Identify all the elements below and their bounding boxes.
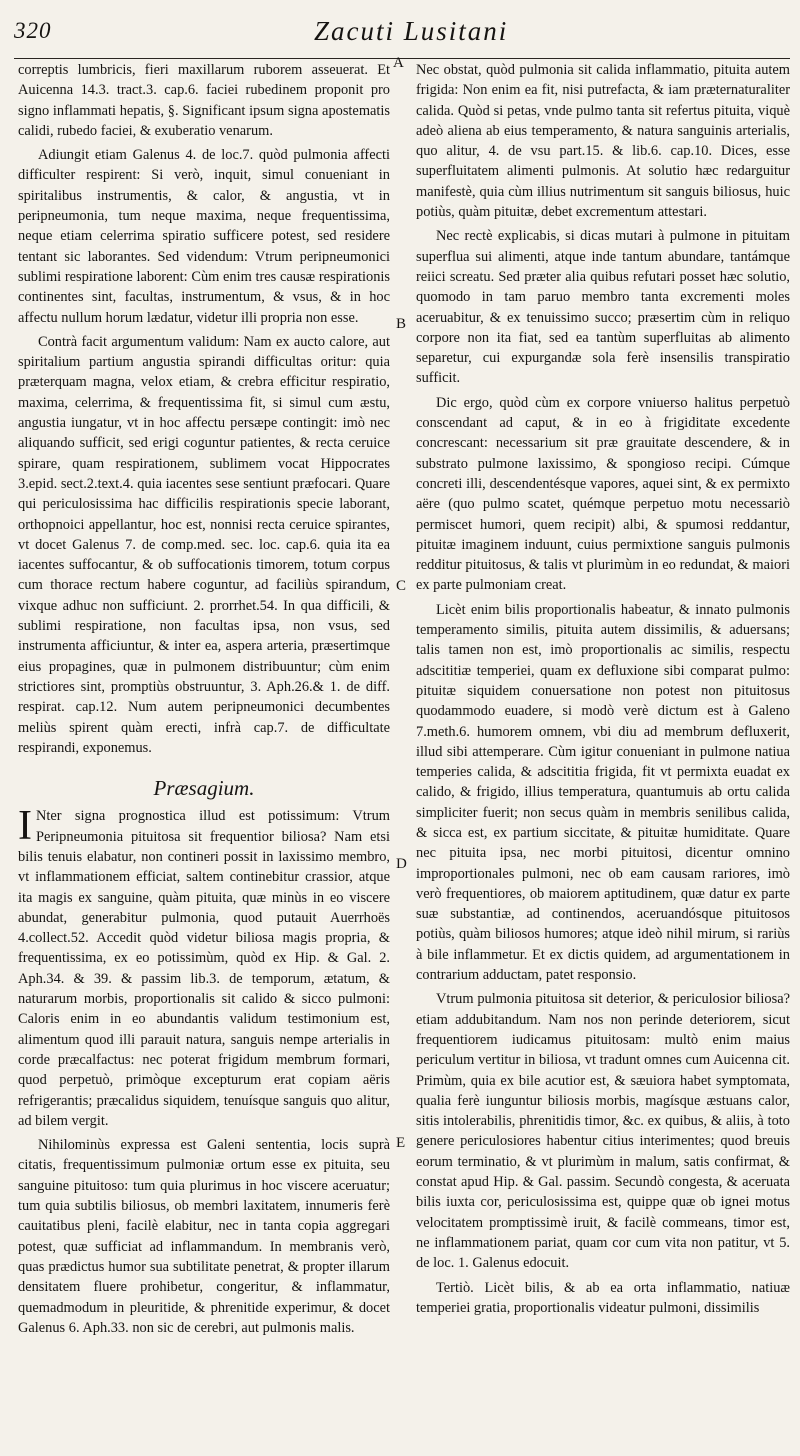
paragraph: Dic ergo, quòd cùm ex corpore vniuerso halitus perpetuò conscendant ad caput, & in eo à frigiditate excedente concrescant: necessarium sit præ grauitate descendere, & in substrato pulmone laxissimo, & spongioso recipi. Cúmque concreti illi, descendentésque vapores, aquei sint, & ex permixto aëre (quo pulmo scatet, quémque perpetuo motu necessariò permiscet humori, quem recipit) albi, & spumosi reddantur, pituitæ imaginem induunt, cuius permixtione sanguis pulmonis redditur pituitosus, & talis vt plurimùm in eo redundat, & maiori ex parte pulmoniam creat. bbox=[416, 394, 790, 594]
paragraph-text: Nter signa prognostica illud est potissimum: Vtrum Peripneumonia pituitosa sit frequentior biliosa? Nam etsi bilis tenuis elabatur, non contineri possit in laxissimo membro, vt inflammationem efficiat, saltem continebitur crassior, atque ita magis ex sanguine, quàm pituita, quæ minùs in eo viscere abundat, generabitur pulmonia, quod putauit Auerrhoës 4.collect.52. Accedit quòd videtur biliosa magis propria, & frequentissima, ex eo potissimùm, quòd ex Hip. & Gal. 2. Aph.34. & 39. & passim lib.3. de temporum, ætatum, & naturarum morbis, proportionalis sit calido & sicco pulmoni: Caloris enim in eo abundantis validum testimonium est, alimentum quod illi parauit natura, sanguis nempe arterialis in corde præcalfactus: nec poterat frigidum membrum formari, quod perpetuò, primòque excepturum erat copiam aëris refrigerantis; præcalidus siquidem, tenuísque sanguis quo alitur, ad bilem vergit. bbox=[18, 808, 390, 1129]
page-number: 320 bbox=[14, 18, 52, 43]
paragraph: Vtrum pulmonia pituitosa sit deterior, & periculosior biliosa? etiam addubitandum. Nam nos non perinde deteriorem, sicut frequentiorem iudicamus pituitosam: multò enim maius periculum vertitur in biliosa, vt tradunt omnes cum Auicenna cit. Primùm, quia ex bile acutior est, & sæuiora habet symptomata, qualia ferè iunguntur biliosis morbis, magísque æstuans calor, sitis intolerabilis, phrenitidis timor, &c. ex quibus, & aliis, à toto genere periculosiores habentur citius interimentes; quod breuis eorum terminatio, & vt plurimùm in malum, satis confirmat, & constat apud Hip. & Gal. passim. Secundò congesta, & aceruata bilis iuxta cor, periculosissima est, quippe quæ ob ignei motus velocitatem promptissimè iruit, & facilè commeans, timor est, ne inflammationem pariat, quam cor cum vita non patitur, vt 5. de loc. 1. Galenus edocuit. bbox=[416, 991, 790, 1272]
paragraph: Nec obstat, quòd pulmonia sit calida inflammatio, pituita autem frigida: Non enim ea fit, nisi putrefacta, & iam præternaturaliter calida. Quòd si petas, vnde pulmo tanta sit refertus pituita, viquè adeò aliena ab eius temperamento, & natura sanguinis arterialis, quo alitur, 4. de vsu part.15. & lib.6. cap.10. Dices, esse superfluitatem alimenti pulmonis. At solutio hæc redarguitur manifestè, quia cùm illius nutrimentum sit sanguis biliosus, huic potiùs, quàm pituitæ, debet excrementum attestari. bbox=[416, 62, 790, 221]
margin-letter-b: B bbox=[396, 316, 407, 332]
paragraph: Tertiò. Licèt bilis, & ab ea orta inflammatio, natiuæ temperiei gratia, proportionalis videatur pulmoni, dissimilis bbox=[416, 1279, 790, 1316]
margin-letter-d: D bbox=[396, 856, 407, 872]
drop-cap: I bbox=[18, 803, 32, 850]
page-header bbox=[14, 16, 786, 56]
paragraph-with-dropcap bbox=[18, 803, 390, 1131]
paragraph: Licèt enim bilis proportionalis habeatur, & innato pulmonis temperamento similis, pituita autem dissimilis, & aduersans; talis tamen non est, imò proportionalis ac similis, respectu adscititiæ temperiei, quam ex defluxione sibi comparat pulmo: pituitæ siquidem conuersatione non potest non pituitosus quodammodo euadere, si modò verè dictum est à Galeno 7.meth.6. humorem omnem, vbi diu ad membrum defluxerit, illud sibi attemperare. Cùm igitur conueniant in pulmone natiua temperies calida, & adscititia frigida, fit vt permixta euadat ex calido, & frigido, illius temperatura, quantumuis ab ortu calida simpliciter fuerit; non secus quàm in membris senilibus calida, & sicca est, ex partium siccitate, & pituitæ humiditate. Quare nec pituita ipsa, nec morbi pituitosi, dicentur omnino improportionales pulmoni, nec ob eam causam rariores, imò verò frequentiores, ob maiorem aptitudinem, quæ datur ex parte suæ substantiæ, ad continendos, aceruandósque pituitosos potiùs, quàm biliosos humores; atque ideò nihil mirum, si rariùs à bile inflammetur. Et ex dictis quidem, ad argumentationem in contrarium adductam, patet responsio. bbox=[416, 601, 790, 984]
paragraph: Nec rectè explicabis, si dicas mutari à pulmone in pituitam superflua sui alimenti, atque inde tantum abundare, tantámque reiici screatu. Sed præter alia quibus refutari posset hæc solutio, quomodo in tam paruo membro tanta excrementi moles aceruabitur, & ex tenuissimo succo; præsertim cùm in reliquo corpore non ita fiat, sed ea tantùm superfluitas ab alimento separetur, cui expurgandæ sola ferè insensilis transpiratio sufficit. bbox=[416, 228, 790, 387]
margin-letter-a: A bbox=[393, 55, 404, 71]
margin-letter-c: C bbox=[396, 578, 407, 594]
paragraph: Adiungit etiam Galenus 4. de loc.7. quòd pulmonia affecti difficulter respirent: Si verò, inquit, simul conueniant in spiritalibus instrumentis, & calor, & angustia, vt in peripneumonia, tum neque maxima, neque frequentissima, neque etiam celerrima spiratio sufficere potest, sed residere tentant sic laborantes. Sed videndum: Vtrum peripneumonici sublimi respiratione laborent: Cùm enim tres causæ respirationis continentes sint, facultas, instrumentum, & vsus, & in hoc affectu nullum horum lædatur, videtur illi propria non esse. bbox=[18, 147, 390, 326]
paragraph: correptis lumbricis, fieri maxillarum ruborem asseuerat. Et Auicenna 14.3. tract.3. cap.6. faciei rubedinem proponit pro signo inflammati hepatis, §. Significant ipsum signa apostematis calidi, rubedo faciei, & exuberatio venarum. bbox=[18, 62, 390, 139]
section-heading: Præsagium. bbox=[153, 776, 255, 801]
left-column bbox=[18, 60, 390, 1338]
paragraph: Contrà facit argumentum validum: Nam ex aucto calore, aut spiritalium partium angustia spirandi difficultas oritur: quia præterquam magna, velox etiam, & crebra efficitur respiratio, maxima, celerrima, & frequentissima fit, si simul cum æstu, angustia iungatur, vt in hoc affectu persæpe contingit: imò nec aliquando sufficit, sed erigi coguntur patientes, & recta ceruice spirare, quam respirationem, sublimem vocat Hippocrates 3.epid. sect.2.text.4. quia iacentes sese sentiunt præfocari. Quare qui periculosissima hac difficilis respirationis specie laborant, orthopnoici appellantur, hoc est, nonnisi recta ceruice spirantes, vt docet Galenus 7. de comp.med. sec. loc. cap.6. quia ita ea iacentes suffocantur, & ob suffocationis timorem, totum corpus cum thorace rectum habere coguntur, ad faciliùs spirandum, vixque adhuc non sufficiunt. 2. prorrhet.54. In qua difficili, & sublimi respiratione, non facultas ipsa, non vsus, sed instrumenta afficiuntur, & inter ea, aspera arteria, præsertimque eius propagines, quæ in pulmonem distribuuntur; cùm enim strictiores sint, promptiùs obstruuntur, 3. Aph.26.& 1. de diff. respirat. cap.12. Num autem peripneumonici decumbentes meliùs spirent quàm erecti, infrà cap.7. de difficultate respirandi, exponemus. bbox=[18, 333, 390, 756]
right-column bbox=[416, 60, 790, 1318]
margin-letter-e: E bbox=[396, 1135, 406, 1151]
paragraph: Nihilominùs expressa est Galeni sententia, locis suprà citatis, frequentissimum pulmoniæ ortum esse ex pituita, seu sanguine pituitoso: tum quia plurimus in hoc viscere aceruatur; tum quia subtilis biliosus, ob membri laxitatem, innumeris ferè cauitatibus pleni, facilè elabitur, nec in tanta copia aggregari potest, quæ sufficiat ad inflammandum. In membranis verò, quas prædictus humor sua subtilitate penetrat, & propter illarum densitatem fluere prohibetur, congeritur, & inflammatur, quemadmodum in pleuritide, & phrenitide experimur, & docet Galenus 6. Aph.33. non sic de cerebri, aut pulmonis malis. bbox=[18, 1137, 390, 1336]
running-title: Zacuti Lusitani bbox=[314, 16, 509, 46]
